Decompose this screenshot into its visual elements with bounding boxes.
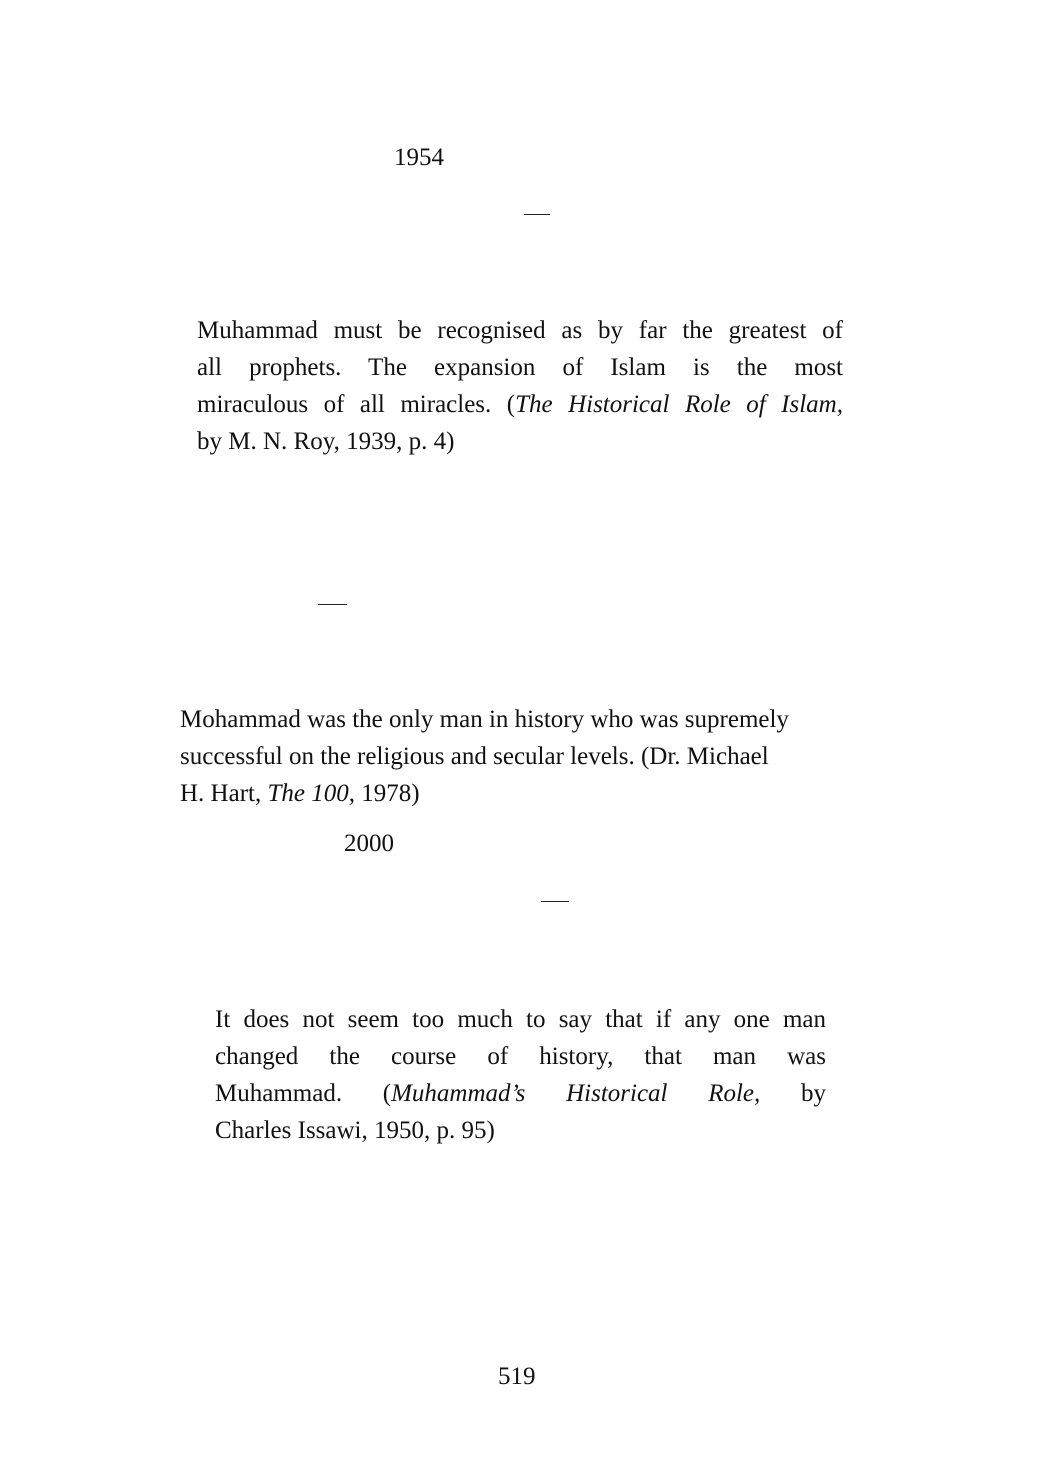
quote-line <box>197 386 843 423</box>
quote-text: H. Hart, <box>180 780 268 807</box>
quote-block-roy <box>197 312 843 460</box>
quote-line: changed the course of history, that man was <box>215 1043 826 1070</box>
dash-separator <box>541 901 569 902</box>
quote-text: miraculous of all miracles. ( <box>197 391 516 418</box>
quote-line: Muhammad must be recognised as by far the greatest of <box>197 317 843 344</box>
quote-line <box>215 1075 826 1112</box>
quote-line: Charles Issawi, 1950, p. 95) <box>215 1117 495 1144</box>
dash-separator <box>318 604 347 605</box>
dash-separator <box>524 214 550 215</box>
book-title: The 100, <box>267 780 355 807</box>
book-title: The Historical Role of Islam, <box>515 391 843 418</box>
book-title: Muhammad’s Historical Role, <box>391 1080 761 1107</box>
quote-block-issawi <box>215 1001 826 1149</box>
quote-line: successful on the religious and secular levels. (Dr. Michael <box>180 743 769 770</box>
quote-line: by M. N. Roy, 1939, p. 4) <box>197 428 455 455</box>
quote-text: Muhammad. ( <box>215 1080 392 1107</box>
quote-block-hart <box>180 701 860 812</box>
quote-line: It does not seem too much to say that if any one man <box>215 1006 826 1033</box>
quote-line: all prophets. The expansion of Islam is the most <box>197 354 843 381</box>
quote-text: 1978) <box>354 780 420 807</box>
quote-line: Mohammad was the only man in history who was supremely <box>180 706 789 733</box>
page-number: 519 <box>498 1363 536 1390</box>
year-label-2000: 2000 <box>344 830 394 857</box>
quote-line <box>180 775 860 812</box>
year-label-1954: 1954 <box>394 144 444 171</box>
quote-text: by <box>760 1080 826 1107</box>
